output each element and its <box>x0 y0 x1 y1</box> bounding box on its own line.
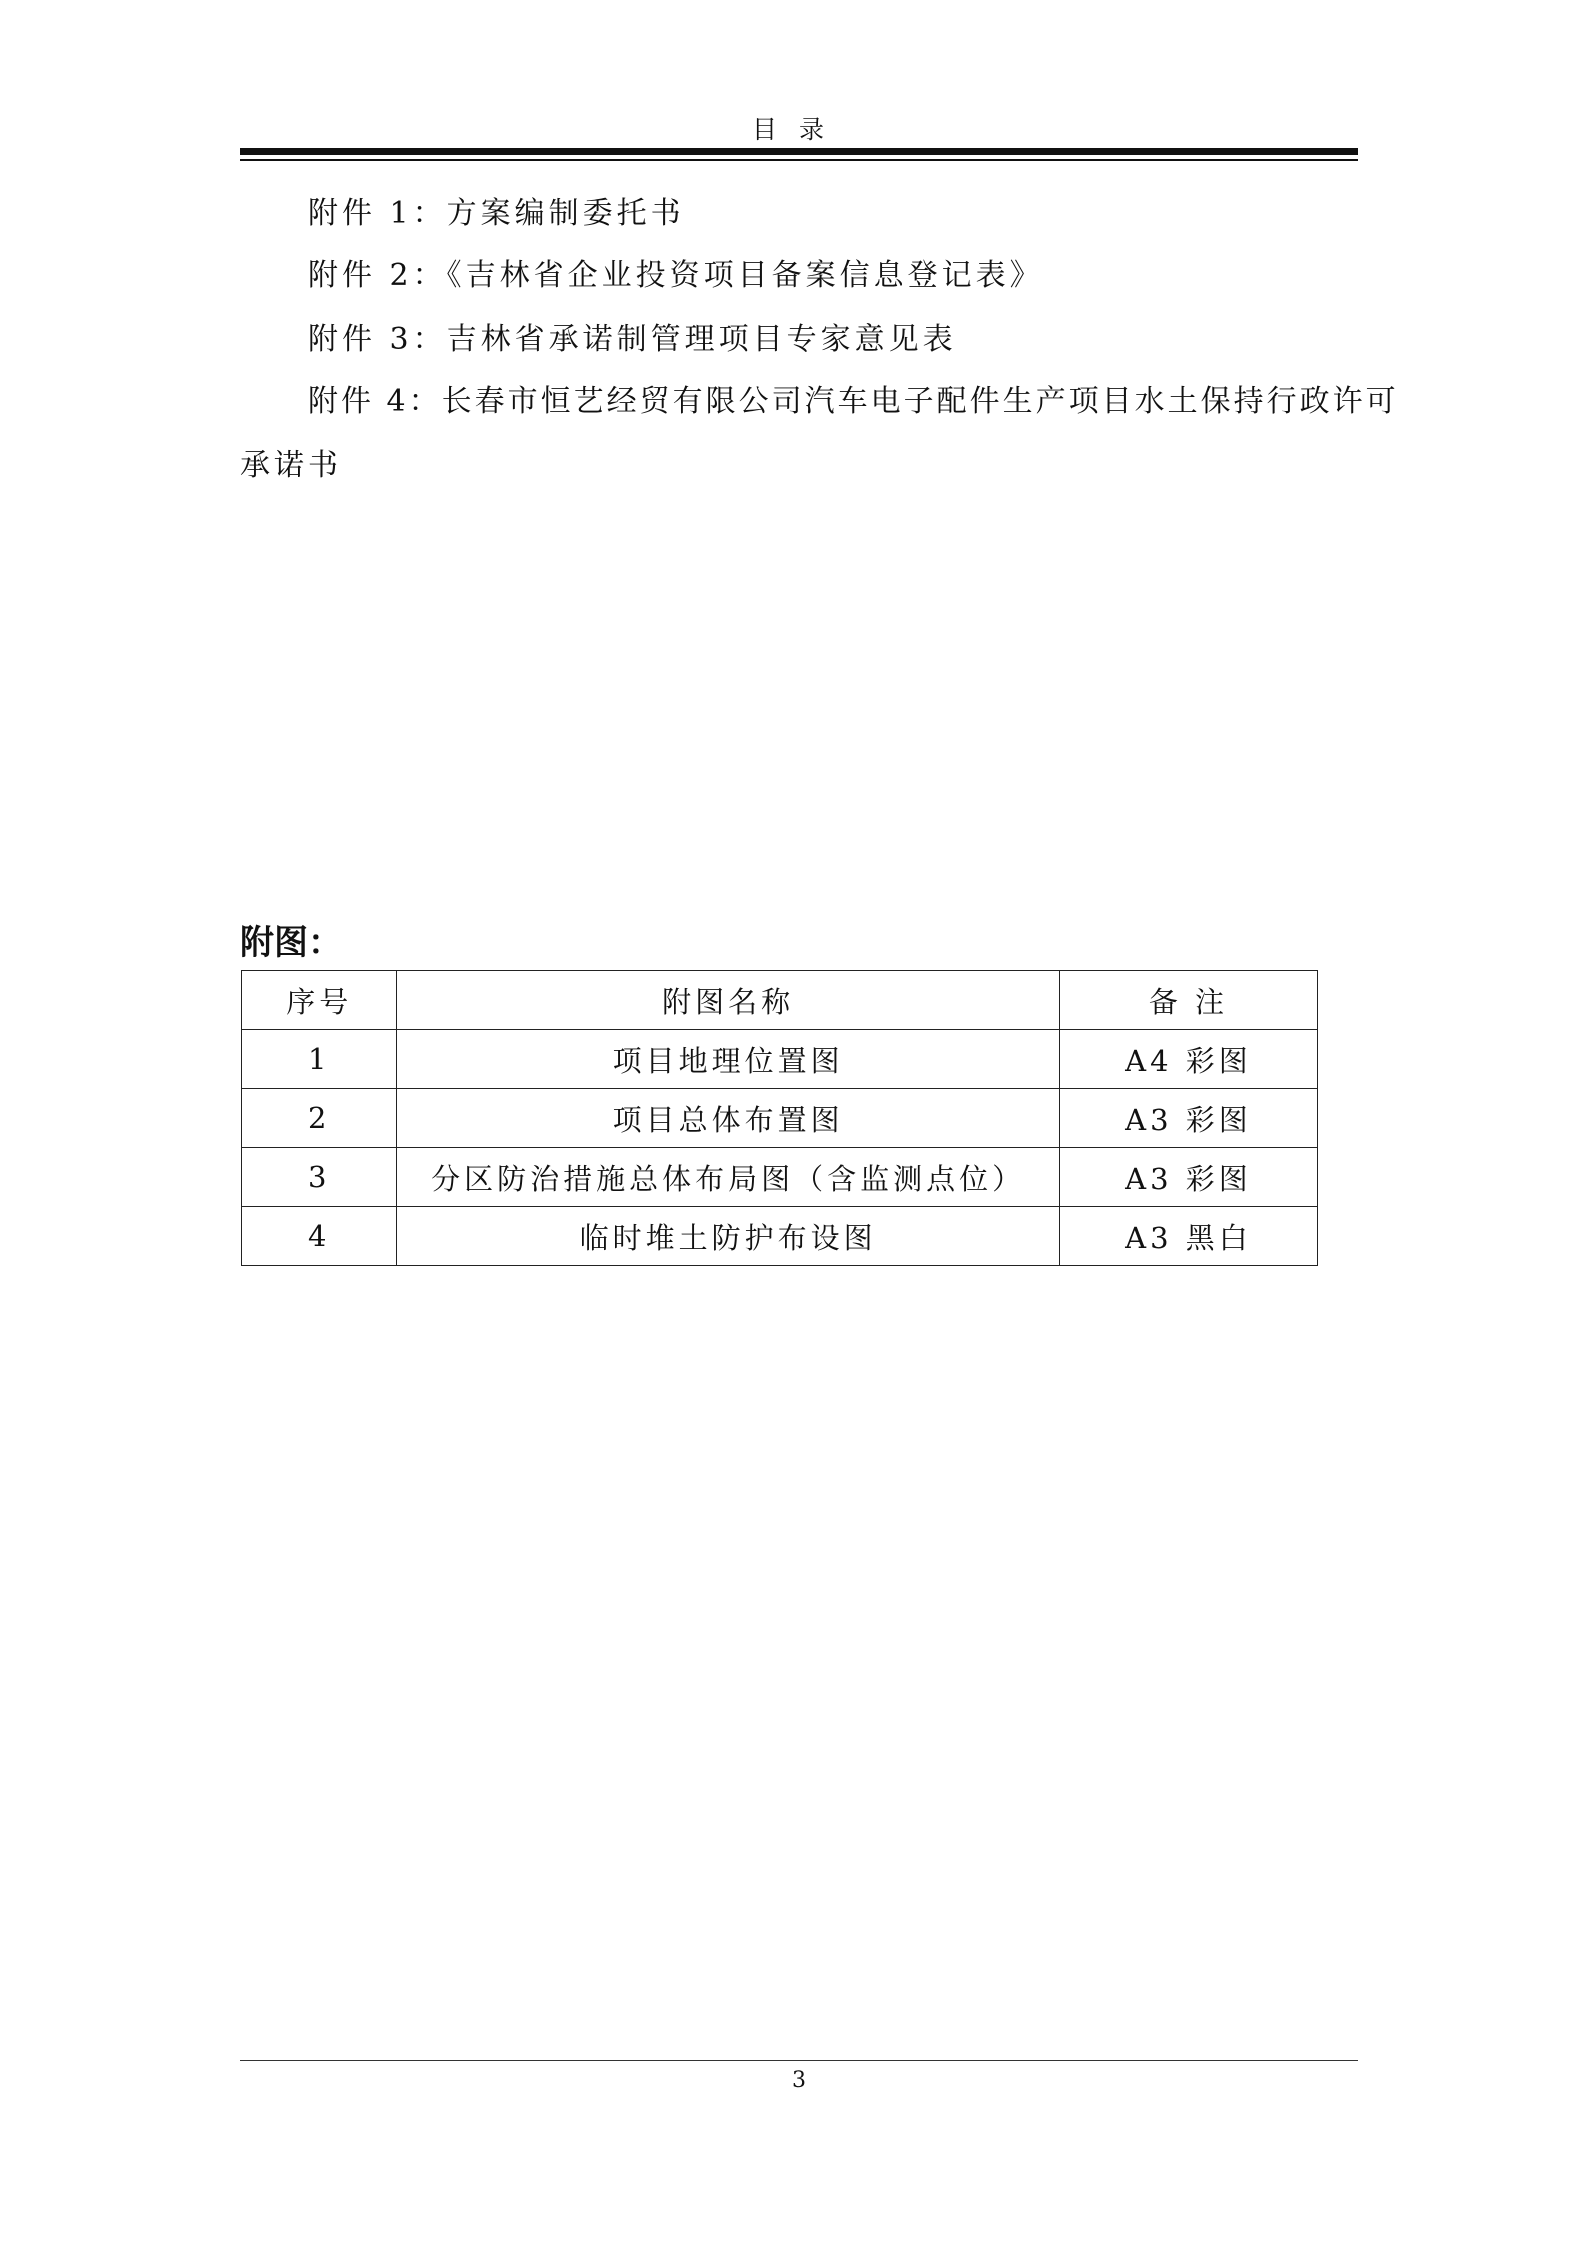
cell-number: 3 <box>242 1148 397 1207</box>
column-header-number: 序号 <box>242 971 397 1030</box>
cell-name: 项目总体布置图 <box>397 1089 1059 1148</box>
attachment-label: 附件 4： <box>308 384 442 419</box>
attachment-item-2 <box>240 256 1358 296</box>
attachment-text: 长春市恒艺经贸有限公司汽车电子配件生产项目水土保持行政许可 <box>441 384 1399 419</box>
attachment-text: 《吉林省企业投资项目备案信息登记表》 <box>446 258 1044 293</box>
table-row <box>242 1148 1318 1207</box>
attachment-label: 附件 2： <box>308 258 447 293</box>
attachment-item-4 <box>240 382 1399 422</box>
cell-note: A3 彩图 <box>1059 1089 1317 1148</box>
cell-name: 项目地理位置图 <box>397 1030 1059 1089</box>
header-rule-thick <box>240 148 1358 155</box>
table-row <box>242 1030 1318 1089</box>
attachment-label: 附件 1： <box>308 196 447 231</box>
header-rule-thin <box>240 159 1358 161</box>
cell-number: 4 <box>242 1207 397 1266</box>
table-row <box>242 1089 1318 1148</box>
cell-note: A3 彩图 <box>1059 1148 1317 1207</box>
column-header-name: 附图名称 <box>397 971 1059 1030</box>
cell-name: 临时堆土防护布设图 <box>397 1207 1059 1266</box>
attachment-text: 方案编制委托书 <box>446 196 685 231</box>
cell-name: 分区防治措施总体布局图（含监测点位） <box>397 1148 1059 1207</box>
attachment-item-3 <box>240 320 1358 360</box>
page-number: 3 <box>792 2068 806 2093</box>
table-header-row <box>242 971 1318 1030</box>
figures-heading: 附图： <box>240 923 342 963</box>
footer-rule <box>240 2060 1358 2061</box>
cell-note: A4 彩图 <box>1059 1030 1317 1089</box>
table-row <box>242 1207 1318 1266</box>
attachment-text: 吉林省承诺制管理项目专家意见表 <box>446 322 957 357</box>
page-header-title: 目录 <box>751 115 846 144</box>
attachment-label: 附件 3： <box>308 322 447 357</box>
attachment-item-4-continuation: 承诺书 <box>240 448 342 483</box>
cell-number: 1 <box>242 1030 397 1089</box>
attachment-item-1 <box>240 194 1358 234</box>
figures-table <box>241 970 1318 1266</box>
cell-number: 2 <box>242 1089 397 1148</box>
cell-note: A3 黑白 <box>1059 1207 1317 1266</box>
column-header-note: 备 注 <box>1059 971 1317 1030</box>
